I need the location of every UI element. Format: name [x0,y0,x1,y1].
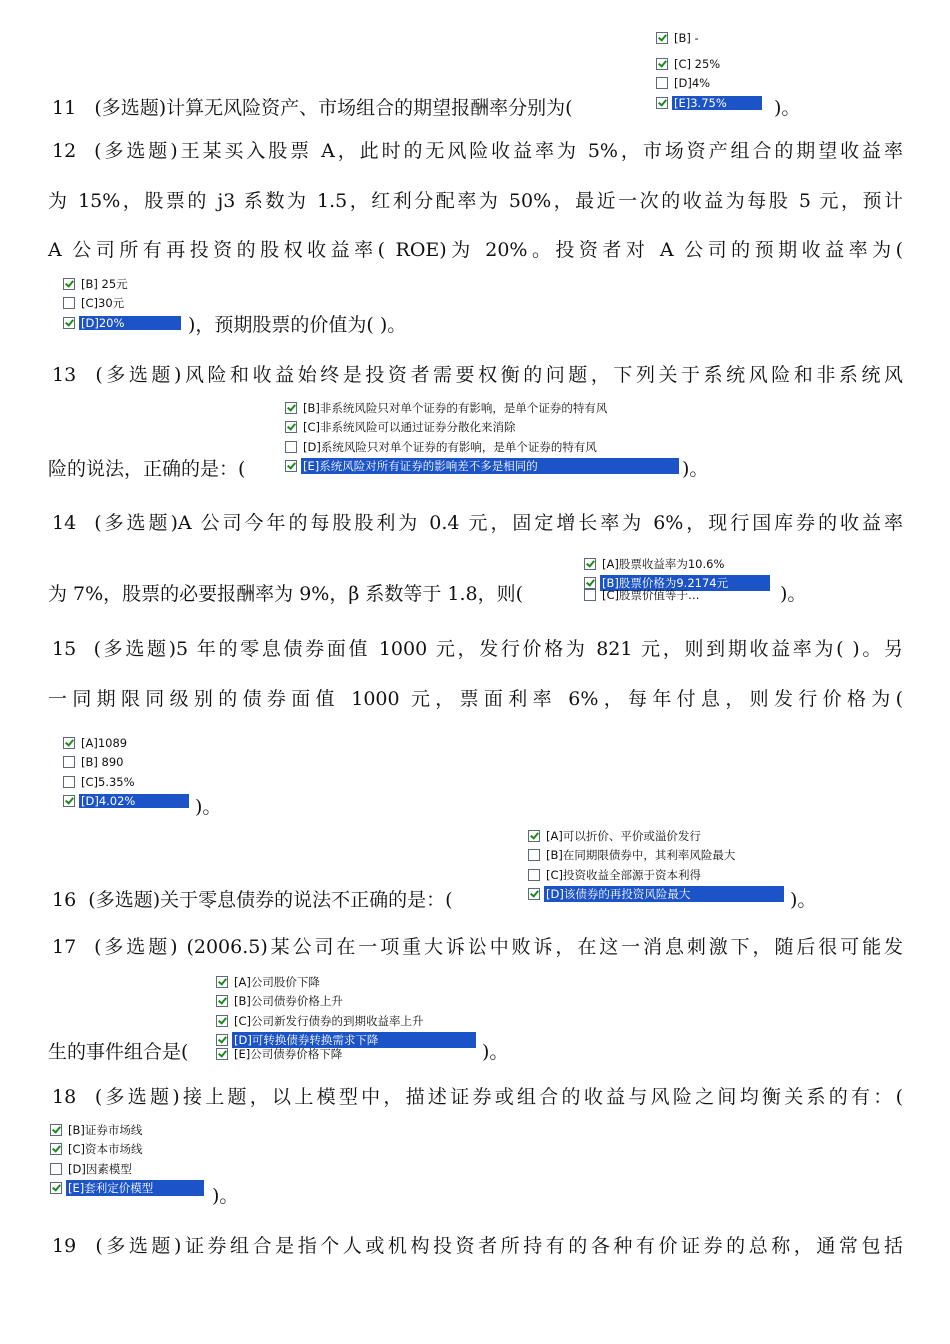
option-label: [C]5.35% [81,774,135,789]
option-c[interactable] [63,294,185,314]
option-c[interactable] [50,1140,210,1160]
option-label: [B]公司债券价格上升 [234,994,343,1009]
question-number: 13 [52,364,77,386]
checkbox-icon[interactable] [656,77,668,89]
q17-answer-widget [216,972,478,1061]
checkbox-icon[interactable] [63,278,75,290]
q13-answer-widget [285,398,680,476]
option-label: [B]证券市场线 [68,1122,143,1137]
option-label: [B]非系统风险只对单个证券的有影响，是单个证券的特有风 [303,400,608,415]
option-label: [C] 25% [674,56,721,71]
option-label: [A]1089 [81,735,128,750]
option-a[interactable] [528,826,788,846]
q18-answer-widget [50,1120,210,1198]
option-a[interactable] [63,733,193,753]
option-label: [D]系统风险只对单个证券的有影响，是单个证券的特有风 [303,439,597,454]
option-b[interactable] [63,274,185,294]
option-d[interactable] [50,1159,210,1179]
question-11 [52,96,573,120]
option-b[interactable] [528,846,788,866]
option-c-partial: [C]股票价值等于… [584,585,776,605]
option-b[interactable] [50,1120,210,1140]
question-17-line1: 17 (多选题) (2006.5)某公司在一项重大诉讼中败诉，在这一消息刺激下，随后很可能发 [52,936,903,958]
option-label: [C]资本市场线 [68,1142,143,1157]
option-d-selected[interactable] [63,313,185,333]
option-label: [C]非系统风险可以通过证券分散化来消除 [303,420,516,435]
q11-close: )。 [774,97,801,119]
option-c[interactable] [285,418,680,438]
question-number: 16 [52,889,77,911]
q15-answer-widget [63,733,193,811]
question-15-line1: 15 (多选题)5 年的零息债券面值 1000 元，发行价格为 821 元，则到期收益率为( )。另 [52,638,903,660]
question-12-line2: 为 15%，股票的 j3 系数为 1.5，红利分配率为 50%，最近一次的收益为每股 5 元，预计 [48,190,903,212]
option-d-selected[interactable] [528,885,788,905]
checkbox-icon[interactable] [528,849,540,861]
q15-close: )。 [195,796,222,818]
option-e-selected[interactable] [656,93,762,113]
q16-answer-widget [528,826,788,904]
option-a[interactable] [216,972,478,992]
option-d[interactable] [656,74,762,94]
option-label: [C]30元 [81,296,125,311]
checkbox-icon[interactable] [584,558,596,570]
q13-close: )。 [682,458,709,480]
checkbox-icon[interactable] [528,830,540,842]
option-label: [B] 25元 [81,276,128,291]
option-label: [D]可转换债券转换需求下降 [232,1032,476,1048]
option-label: [D]因素模型 [68,1161,132,1176]
checkbox-icon[interactable] [50,1182,62,1194]
question-number: 11 [52,97,77,119]
checkbox-icon[interactable] [528,869,540,881]
question-number: 19 [52,1235,77,1257]
checkbox-icon[interactable] [50,1143,62,1155]
question-19-line1: 19 (多选题)证券组合是指个人或机构投资者所持有的各种有价证券的总称，通常包括 [52,1235,903,1257]
question-15-line2: 一同期限同级别的债券面值 1000 元，票面利率 6%，每年付息，则发行价格为( [48,688,903,710]
question-number: 17 [52,936,77,958]
checkbox-icon[interactable] [285,460,297,472]
checkbox-icon[interactable] [216,995,228,1007]
option-label: [E]系统风险对所有证券的影响差不多是相同的 [301,458,679,474]
option-label: [C]投资收益全部源于资本利得 [546,867,702,882]
option-label: [D]20% [79,316,181,330]
option-c[interactable] [63,772,193,792]
option-c[interactable] [216,1011,478,1031]
option-label: [B]股票价格为9.2174元 [600,575,770,591]
question-13-line2: 险的说法，正确的是：( [48,458,246,480]
q16-close: )。 [790,889,817,911]
question-number: 14 [52,512,77,534]
checkbox-icon[interactable] [63,776,75,788]
checkbox-icon[interactable] [63,317,75,329]
checkbox-icon[interactable] [63,297,75,309]
checkbox-icon[interactable] [656,58,668,70]
checkbox-icon[interactable] [656,32,668,44]
option-e-partial: [E]公司债券价格下降 [216,1044,478,1064]
option-c[interactable] [656,54,762,74]
option-b[interactable] [216,992,478,1012]
question-number: 15 [52,638,77,660]
option-label: [B] 890 [81,755,124,770]
q11-answer-widget [656,30,768,116]
option-label: [C]公司新发行债券的到期收益率上升 [234,1013,424,1028]
partial-option-clipped: [B] - [656,40,768,52]
question-18-line1: 18 (多选题)接上题，以上模型中，描述证券或组合的收益与风险之间均衡关系的有：( [52,1086,903,1108]
option-a[interactable] [584,554,776,574]
option-b[interactable] [63,753,193,773]
q12-answer-widget [63,274,185,333]
option-e-selected[interactable] [50,1179,210,1199]
option-label: [D]该债券的再投资风险最大 [544,886,784,902]
option-label: [E]套利定价模型 [66,1180,204,1196]
question-12-line3: A 公司所有再投资的股权收益率( ROE)为 20%。投资者对 A 公司的预期收益率为( [48,239,903,261]
question-number: 18 [52,1086,77,1108]
checkbox-icon[interactable] [50,1124,62,1136]
option-label: [E]3.75% [672,96,762,110]
option-label: [A]可以折价、平价或溢价发行 [546,828,701,843]
q14-answer-widget [584,554,776,600]
checkbox-icon[interactable] [656,97,668,109]
option-e-selected[interactable] [285,457,680,477]
checkbox-icon[interactable] [285,421,297,433]
question-16: 16 (多选题)关于零息债券的说法不正确的是：( [52,889,453,911]
checkbox-icon[interactable] [216,1015,228,1027]
option-d[interactable] [285,437,680,457]
q17-close: )。 [482,1041,509,1063]
checkbox-icon[interactable] [63,795,75,807]
option-label: [A]股票收益率为10.6% [602,556,725,571]
checkbox-icon[interactable] [285,441,297,453]
checkbox-icon[interactable] [63,756,75,768]
option-label: [B]在同期限债券中，其利率风险最大 [546,848,736,863]
question-text: (多选题)计算无风险资产、市场组合的期望报酬率分别为( [94,97,573,119]
checkbox-icon[interactable] [63,737,75,749]
q12-tail: )，预期股票的价值为( )。 [188,314,407,336]
option-label: [A]公司股价下降 [234,974,320,989]
checkbox-icon[interactable] [216,1048,228,1060]
checkbox-icon[interactable] [216,976,228,988]
option-b[interactable] [285,398,680,418]
option-c[interactable] [528,865,788,885]
question-13-line1: 13 (多选题)风险和收益始终是投资者需要权衡的问题，下列关于系统风险和非系统风 [52,364,903,386]
question-14-line2: 为 7%，股票的必要报酬率为 9%，β 系数等于 1.8，则( [48,583,524,605]
checkbox-icon[interactable] [528,888,540,900]
question-12-line1: 12 (多选题)王某买入股票 A，此时的无风险收益率为 5%，市场资产组合的期望收益率 [52,140,903,162]
option-label: [D]4% [674,76,711,91]
checkbox-icon[interactable] [584,589,596,601]
question-17-line2: 生的事件组合是( [48,1041,189,1063]
q14-close: )。 [780,583,807,605]
q18-close: )。 [212,1185,239,1207]
option-label: [D]4.02% [79,794,189,808]
question-14-line1: 14 (多选题)A 公司今年的每股股利为 0.4 元，固定增长率为 6%，现行国库券的收益率 [52,512,903,534]
option-d-selected[interactable] [63,792,193,812]
checkbox-icon[interactable] [50,1163,62,1175]
question-number: 12 [52,140,77,162]
checkbox-icon[interactable] [285,402,297,414]
